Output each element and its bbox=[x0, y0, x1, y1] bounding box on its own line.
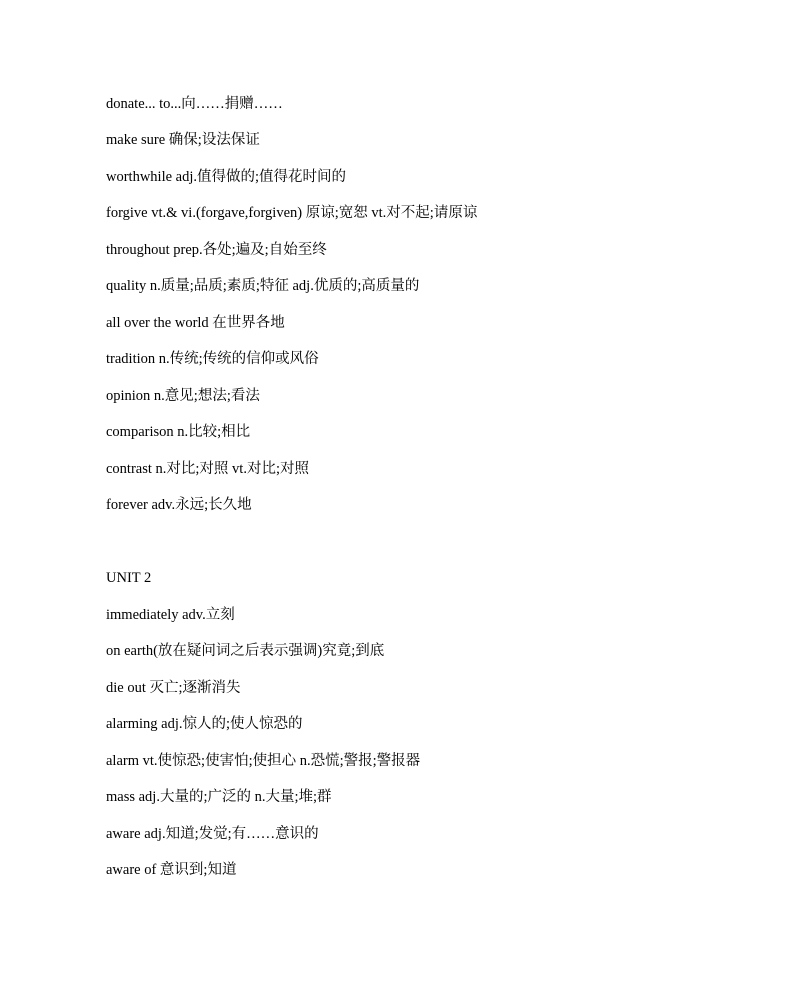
vocab-entry-quality: quality n.质量;品质;素质;特征 adj.优质的;高质量的 bbox=[106, 278, 420, 294]
vocab-entry-tradition: tradition n.传统;传统的信仰或风俗 bbox=[106, 351, 319, 367]
vocab-entry-opinion: opinion n.意见;想法;看法 bbox=[106, 388, 260, 404]
vocab-entry-all-over-the-world: all over the world 在世界各地 bbox=[106, 315, 285, 331]
vocab-entry-throughout: throughout prep.各处;遍及;自始至终 bbox=[106, 242, 327, 258]
vocab-entry-make-sure: make sure 确保;设法保证 bbox=[106, 132, 260, 148]
vocab-entry-on-earth: on earth(放在疑问词之后表示强调)究竟;到底 bbox=[106, 643, 385, 659]
vocab-entry-contrast: contrast n.对比;对照 vt.对比;对照 bbox=[106, 461, 309, 477]
vocab-entry-worthwhile: worthwhile adj.值得做的;值得花时间的 bbox=[106, 169, 347, 185]
vocab-entry-aware-of: aware of 意识到;知道 bbox=[106, 862, 237, 878]
unit-heading: UNIT 2 bbox=[106, 570, 152, 586]
vocab-entry-alarm: alarm vt.使惊恐;使害怕;使担心 n.恐慌;警报;警报器 bbox=[106, 753, 421, 769]
vocab-entry-immediately: immediately adv.立刻 bbox=[106, 607, 235, 623]
vocab-entry-forgive: forgive vt.& vi.(forgave,forgiven) 原谅;宽恕 vt.对不起;请原谅 bbox=[106, 205, 478, 221]
vocab-entry-mass: mass adj.大量的;广泛的 n.大量;堆;群 bbox=[106, 789, 332, 805]
vocab-entry-alarming: alarming adj.惊人的;使人惊恐的 bbox=[106, 716, 303, 732]
vocab-entry-die-out: die out 灭亡;逐渐消失 bbox=[106, 680, 241, 696]
vocab-entry-comparison: comparison n.比较;相比 bbox=[106, 424, 251, 440]
vocab-entry-donate-to: donate... to...向……捐赠…… bbox=[106, 96, 283, 112]
vocab-entry-aware: aware adj.知道;发觉;有……意识的 bbox=[106, 826, 319, 842]
vocab-entry-forever: forever adv.永远;长久地 bbox=[106, 497, 252, 513]
